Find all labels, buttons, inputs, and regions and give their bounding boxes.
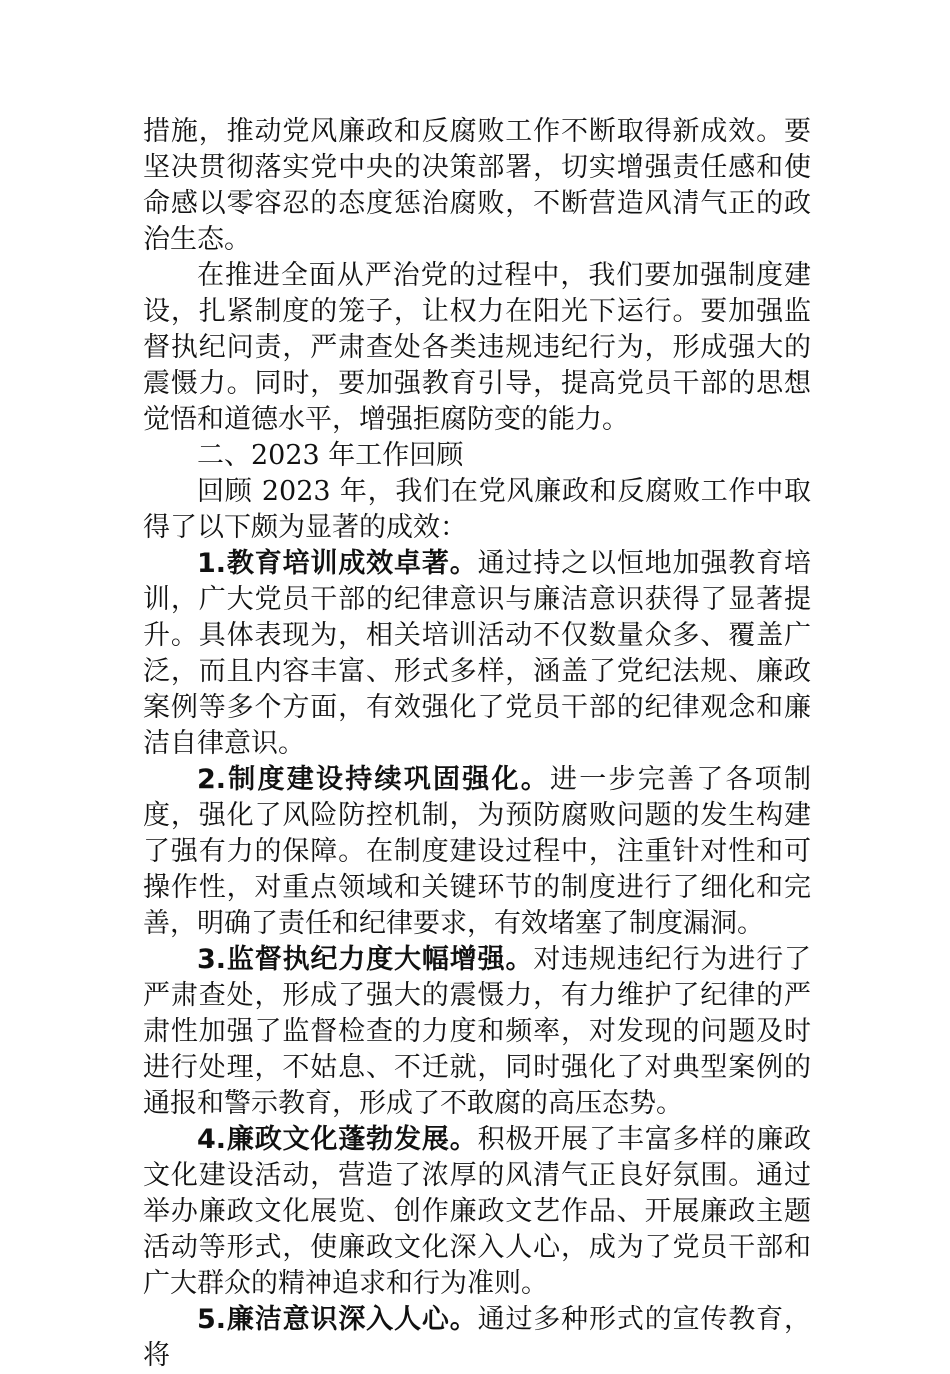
- item-lead: 5.廉洁意识深入人心。: [197, 1304, 478, 1335]
- item-lead: 1.教育培训成效卓著。: [197, 548, 478, 579]
- list-item: [143, 1302, 811, 1374]
- list-item: [143, 762, 811, 942]
- section-heading: 二、2023 年工作回顾: [197, 440, 464, 471]
- intro-prefix: 回顾: [197, 476, 262, 507]
- item-text: 通过多种形式的宣传教育，将: [143, 1304, 811, 1371]
- list-item: [143, 546, 811, 762]
- list-item: [143, 1122, 811, 1302]
- item-lead: 4.廉政文化蓬勃发展。: [197, 1124, 478, 1155]
- item-lead: 2.制度建设持续巩固强化。: [197, 764, 551, 795]
- paragraph-review-intro: [143, 474, 811, 546]
- item-text: 积极开展了丰富多样的廉政文化建设活动，营造了浓厚的风清气正良好氛围。通过举办廉政文化展览、创作廉政文艺作品、开展廉政主题活动等形式，使廉政文化深入人心，成为了党员干部和广大群众的精神追求和行为准则。: [143, 1124, 811, 1299]
- intro-suffix: 年，我们在党风廉政和反腐败工作中取得了以下颇为显著的成效：: [143, 476, 811, 543]
- list-item: [143, 942, 811, 1122]
- item-text: 对违规违纪行为进行了严肃查处，形成了强大的震慑力，有力维护了纪律的严肃性加强了监督检查的力度和频率，对发现的问题及时进行处理，不姑息、不迁就，同时强化了对典型案例的通报和警示教育，形成了不敢腐的高压态势。: [143, 944, 812, 1119]
- paragraph-continuation: 措施，推动党风廉政和反腐败工作不断取得新成效。要坚决贯彻落实党中央的决策部署，切实增强责任感和使命感以零容忍的态度惩治腐败，不断营造风清气正的政治生态。: [143, 116, 811, 255]
- document-body: [143, 114, 811, 1374]
- item-text: 通过持之以恒地加强教育培训，广大党员干部的纪律意识与廉洁意识获得了显著提升。具体表现为，相关培训活动不仅数量众多、覆盖广泛，而且内容丰富、形式多样，涵盖了党纪法规、廉政案例等多个方面，有效强化了党员干部的纪律观念和廉洁自律意识。: [143, 548, 811, 759]
- item-lead: 3.监督执纪力度大幅增强。: [197, 944, 534, 975]
- item-text: 进一步完善了各项制度，强化了风险防控机制，为预防腐败问题的发生构建了强有力的保障。在制度建设过程中，注重针对性和可操作性，对重点领域和关键环节的制度进行了细化和完善，明确了责任和纪律要求，有效堵塞了制度漏洞。: [143, 764, 811, 939]
- intro-year: 2023: [261, 476, 331, 507]
- paragraph-strict-governance: 在推进全面从严治党的过程中，我们要加强制度建设，扎紧制度的笼子，让权力在阳光下运行。要加强监督执纪问责，严肃查处各类违规违纪行为，形成强大的震慑力。同时，要加强教育引导，提高党员干部的思想觉悟和道德水平，增强拒腐防变的能力。: [143, 260, 811, 435]
